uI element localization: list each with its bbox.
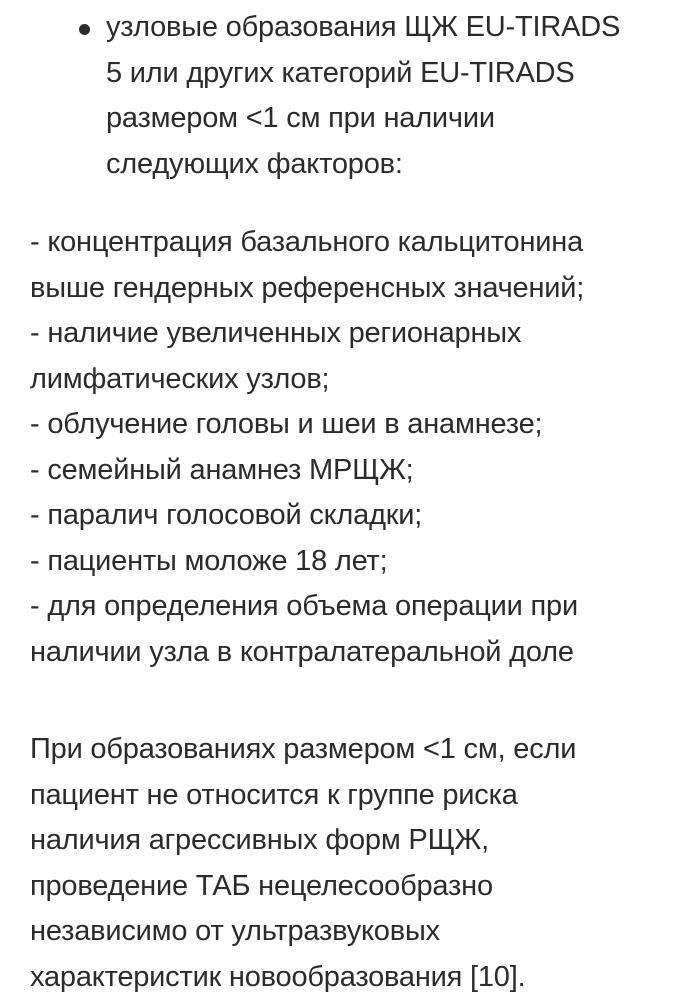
factor-line: выше гендерных референсных значений; [30, 271, 585, 304]
bullet-line: 5 или других категорий EU-TIRADS [106, 56, 575, 89]
bullet-line: узловые образования ЩЖ EU-TIRADS [106, 11, 621, 43]
conclusion-line: характеристик новообразования [10]. [30, 960, 526, 993]
bullet-line: следующих факторов: [106, 147, 403, 180]
factor-line: - паралич голосовой складки; [30, 499, 423, 531]
factor-line: - пациенты моложе 18 лет; [30, 544, 388, 577]
factor-line: - для определения объема операции при [30, 590, 578, 622]
conclusion-line: независимо от ультразвуковых [30, 915, 440, 947]
bullet-dot-icon [79, 24, 90, 35]
factor-line: - облучение головы и шеи в анамнезе; [30, 408, 543, 440]
factor-line: - семейный анамнез МРЩЖ; [30, 453, 414, 486]
factor-line: - концентрация базального кальцитонина [30, 226, 584, 258]
bullet-text [106, 5, 686, 187]
factor-line: наличии узла в контралатеральной доле [30, 635, 574, 668]
factor-line: лимфатических узлов; [30, 362, 330, 395]
conclusion-paragraph [30, 727, 690, 1000]
conclusion-line: проведение ТАБ нецелесообразно [30, 869, 493, 902]
conclusion-line: пациент не относится к группе риска [30, 778, 518, 811]
factors-list [30, 220, 690, 675]
factor-line: - наличие увеличенных регионарных [30, 317, 522, 349]
bullet-line: размером <1 см при наличии [106, 102, 495, 134]
conclusion-line: наличия агрессивных форм РЩЖ, [30, 824, 489, 856]
conclusion-line: При образованиях размером <1 см, если [30, 733, 577, 765]
